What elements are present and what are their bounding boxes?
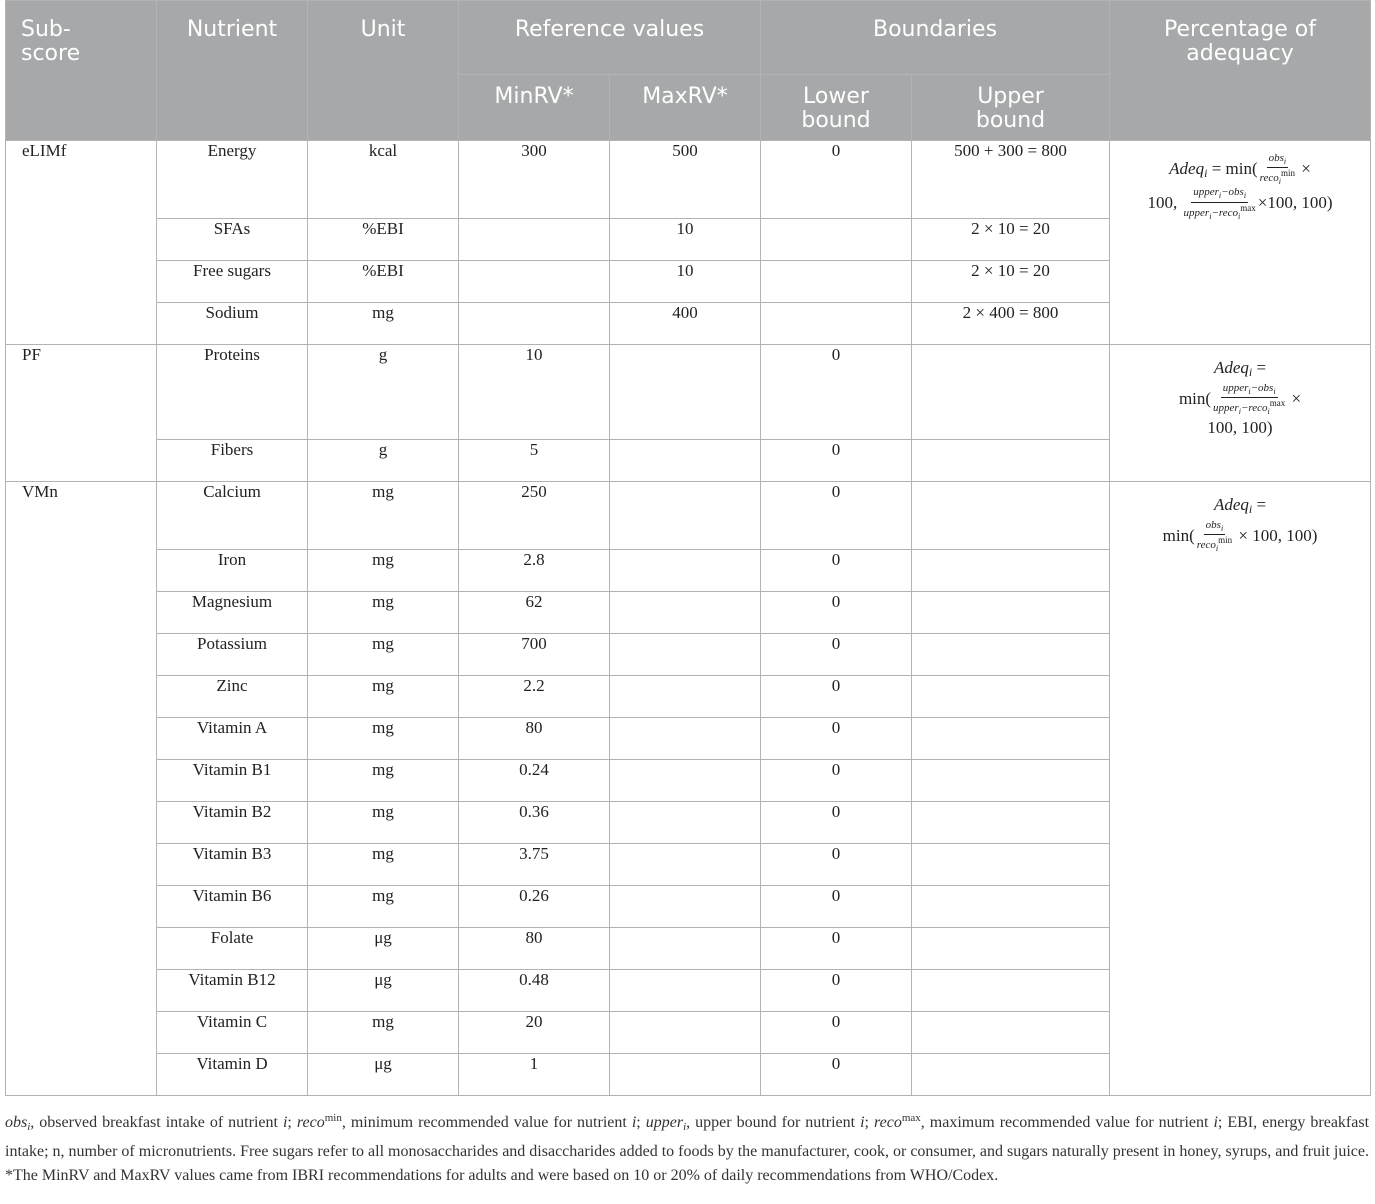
formula-100: 100 — [1207, 418, 1233, 438]
upper-bound-cell — [912, 718, 1110, 760]
maxrv-cell: 500 — [610, 141, 761, 219]
lower-bound-cell: 0 — [761, 718, 912, 760]
maxrv-cell — [610, 592, 761, 634]
formula-times: × — [1234, 526, 1253, 546]
col-header-subscore — [6, 1, 157, 141]
formula-times: × — [1297, 159, 1311, 179]
col-header-nutrient: Nutrient — [157, 1, 308, 141]
subscore-header-line1: Sub- — [21, 17, 71, 42]
table-footnote — [5, 1106, 1369, 1189]
col-header-unit: Unit — [308, 1, 459, 141]
nutrient-reference-table — [5, 0, 1371, 1096]
upper-bound-cell: 2 × 10 = 20 — [912, 261, 1110, 303]
maxrv-cell — [610, 718, 761, 760]
upper-header-line2: bound — [975, 108, 1046, 133]
col-header-boundaries: Boundaries — [761, 1, 1110, 75]
upper-bound-cell — [912, 1054, 1110, 1096]
lower-bound-cell: 0 — [761, 676, 912, 718]
unit-cell: %EBI — [308, 219, 459, 261]
maxrv-cell: 10 — [610, 261, 761, 303]
maxrv-cell: 10 — [610, 219, 761, 261]
lower-bound-cell: 0 — [761, 970, 912, 1012]
unit-cell: mg — [308, 482, 459, 550]
nutrient-cell: Zinc — [157, 676, 308, 718]
maxrv-cell — [610, 970, 761, 1012]
upper-bound-cell — [912, 970, 1110, 1012]
minrv-cell: 250 — [459, 482, 610, 550]
upper-header-line1: Upper — [977, 84, 1044, 109]
fn-text-4: , upper bound for nutrient — [686, 1114, 861, 1131]
nutrient-cell: Vitamin B3 — [157, 844, 308, 886]
pct-header-line2: adequacy — [1186, 41, 1294, 66]
formula-adeq: Adeq — [1213, 358, 1249, 377]
upper-bound-cell — [912, 760, 1110, 802]
minrv-cell: 700 — [459, 634, 610, 676]
lower-bound-cell: 0 — [761, 592, 912, 634]
unit-cell: mg — [308, 760, 459, 802]
minrv-cell: 0.48 — [459, 970, 610, 1012]
formula-adeq: Adeq — [1169, 159, 1205, 179]
lower-bound-cell: 0 — [761, 802, 912, 844]
upper-bound-cell — [912, 550, 1110, 592]
nutrient-cell: SFAs — [157, 219, 308, 261]
unit-cell: mg — [308, 802, 459, 844]
unit-cell: μg — [308, 970, 459, 1012]
lower-bound-cell: 0 — [761, 141, 912, 219]
fn-text-1: , observed breakfast intake of nutrient — [30, 1114, 283, 1131]
upper-bound-cell — [912, 802, 1110, 844]
adequacy-formula-pf — [1110, 345, 1371, 482]
maxrv-cell — [610, 760, 761, 802]
unit-cell: mg — [308, 1012, 459, 1054]
minrv-cell: 1 — [459, 1054, 610, 1096]
nutrient-cell: Vitamin A — [157, 718, 308, 760]
fn-upper-sub: i — [683, 1121, 687, 1133]
formula-100: 100 — [1252, 526, 1278, 546]
maxrv-cell — [610, 1054, 761, 1096]
lower-bound-cell — [761, 219, 912, 261]
nutrient-cell: Proteins — [157, 345, 308, 440]
fn-text-5: , maximum recommended value for nutrient — [920, 1114, 1214, 1131]
fn-i: i — [282, 1114, 288, 1131]
formula-adeq: Adeq — [1213, 495, 1249, 514]
minrv-cell: 80 — [459, 718, 610, 760]
nutrient-cell: Fibers — [157, 440, 308, 482]
fn-obs: obs — [5, 1114, 28, 1131]
formula-close: ) — [1311, 526, 1318, 546]
upper-bound-cell — [912, 345, 1110, 440]
formula-min: min( — [1225, 159, 1258, 179]
fn-i: i — [860, 1114, 865, 1131]
fn-text-3: , minimum recommended value for nutrient — [341, 1114, 632, 1131]
upper-bound-cell — [912, 592, 1110, 634]
minrv-cell: 20 — [459, 1012, 610, 1054]
col-header-upper-bound — [912, 75, 1110, 141]
nutrient-cell: Vitamin B12 — [157, 970, 308, 1012]
unit-cell: μg — [308, 928, 459, 970]
minrv-cell: 2.2 — [459, 676, 610, 718]
col-header-maxrv: MaxRV* — [610, 75, 761, 141]
subscore-header-line2: score — [21, 41, 81, 66]
upper-bound-cell — [912, 482, 1110, 550]
maxrv-cell — [610, 886, 761, 928]
upper-bound-cell — [912, 928, 1110, 970]
unit-cell: g — [308, 345, 459, 440]
formula-100b: 100 — [1241, 418, 1267, 438]
fn-sep: ; — [287, 1114, 297, 1131]
minrv-cell: 10 — [459, 345, 610, 440]
lower-bound-cell: 0 — [761, 440, 912, 482]
subscore-cell: eLIMf — [6, 141, 157, 345]
upper-bound-cell: 2 × 10 = 20 — [912, 219, 1110, 261]
minrv-cell — [459, 303, 610, 345]
nutrient-cell: Vitamin B1 — [157, 760, 308, 802]
col-header-minrv: MinRV* — [459, 75, 610, 141]
upper-bound-cell — [912, 440, 1110, 482]
maxrv-cell: 400 — [610, 303, 761, 345]
formula-sub: i — [1204, 166, 1208, 181]
col-header-reference-values: Reference values — [459, 1, 761, 75]
adequacy-formula-elimf — [1110, 141, 1371, 345]
nutrient-cell: Vitamin C — [157, 1012, 308, 1054]
formula-sep: , — [1277, 526, 1287, 546]
nutrient-cell: Calcium — [157, 482, 308, 550]
col-header-lower-bound — [761, 75, 912, 141]
maxrv-cell — [610, 1012, 761, 1054]
minrv-cell: 80 — [459, 928, 610, 970]
formula-sub: i — [1248, 502, 1253, 516]
fn-reco: reco — [874, 1114, 902, 1131]
minrv-cell — [459, 261, 610, 303]
minrv-cell: 0.26 — [459, 886, 610, 928]
lower-bound-cell: 0 — [761, 760, 912, 802]
upper-bound-cell — [912, 634, 1110, 676]
upper-bound-cell: 500 + 300 = 800 — [912, 141, 1110, 219]
nutrient-cell: Sodium — [157, 303, 308, 345]
unit-cell: mg — [308, 844, 459, 886]
nutrient-cell: Energy — [157, 141, 308, 219]
formula-close: ) — [1266, 418, 1273, 438]
unit-cell: mg — [308, 592, 459, 634]
lower-bound-cell: 0 — [761, 886, 912, 928]
maxrv-cell — [610, 634, 761, 676]
formula-eq: = — [1207, 159, 1226, 179]
nutrient-cell: Vitamin B2 — [157, 802, 308, 844]
col-header-percentage-adequacy — [1110, 1, 1371, 141]
lower-header-line2: bound — [801, 108, 871, 133]
nutrient-cell: Free sugars — [157, 261, 308, 303]
unit-cell: g — [308, 440, 459, 482]
lower-bound-cell: 0 — [761, 482, 912, 550]
unit-cell: mg — [308, 550, 459, 592]
lower-bound-cell: 0 — [761, 550, 912, 592]
lower-bound-cell: 0 — [761, 1012, 912, 1054]
lower-bound-cell: 0 — [761, 844, 912, 886]
adequacy-formula-vmn — [1110, 482, 1371, 1096]
maxrv-cell — [610, 482, 761, 550]
upper-bound-cell — [912, 886, 1110, 928]
formula-100: 100 — [1147, 193, 1174, 213]
formula-sub: i — [1248, 365, 1253, 379]
unit-cell: kcal — [308, 141, 459, 219]
table-row — [6, 482, 1371, 550]
unit-cell: μg — [308, 1054, 459, 1096]
unit-cell: mg — [308, 718, 459, 760]
fn-sep: ; — [636, 1114, 646, 1131]
nutrient-cell: Magnesium — [157, 592, 308, 634]
lower-header-line1: Lower — [803, 84, 869, 109]
upper-bound-cell — [912, 1012, 1110, 1054]
formula-100b: 100 — [1286, 526, 1312, 546]
minrv-cell: 2.8 — [459, 550, 610, 592]
subscore-cell: VMn — [6, 482, 157, 1096]
lower-bound-cell: 0 — [761, 634, 912, 676]
pct-header-line1: Percentage of — [1164, 17, 1316, 42]
table-row — [6, 141, 1371, 219]
fn-upper: upper — [645, 1114, 684, 1131]
fn-obs-sub: i — [27, 1121, 31, 1133]
unit-cell: %EBI — [308, 261, 459, 303]
minrv-cell: 0.24 — [459, 760, 610, 802]
formula-eq: = — [1252, 495, 1267, 514]
fn-min-sup: min — [324, 1112, 342, 1124]
formula-tail: ×100, 100) — [1257, 193, 1333, 213]
minrv-cell: 62 — [459, 592, 610, 634]
fn-i: i — [1213, 1114, 1218, 1131]
upper-bound-cell — [912, 844, 1110, 886]
nutrient-cell: Vitamin D — [157, 1054, 308, 1096]
formula-sep: , — [1173, 193, 1182, 213]
maxrv-cell — [610, 802, 761, 844]
maxrv-cell — [610, 844, 761, 886]
fn-reco: reco — [296, 1114, 325, 1131]
maxrv-cell — [610, 928, 761, 970]
upper-bound-cell: 2 × 400 = 800 — [912, 303, 1110, 345]
maxrv-cell — [610, 676, 761, 718]
minrv-cell: 3.75 — [459, 844, 610, 886]
maxrv-cell — [610, 550, 761, 592]
fraction-upper: $\frac{upper_i-obs_i}{upper_i-reco_i^{max}}$ — [1213, 382, 1286, 417]
unit-cell: mg — [308, 676, 459, 718]
formula-eq: = — [1252, 358, 1267, 377]
fraction-upper: $\frac{upper_i-obs_i}{upper_i-reco_i^{max}}$ — [1183, 186, 1256, 221]
fn-text-6: ; EBI, energy breakfast intake; n, number of micronutrients. Free sugars refer to all monosaccharides and disaccharides added to foods by the manufacturer, cook, or consumer, and sugars naturally present in honey, syrups, and fruit juice. *The MinRV and MaxRV values came from IBRI recommendations for adults and were based on 10 or 20% of daily recommendations from WHO/Codex. — [5, 1114, 1370, 1184]
formula-min: min( — [1178, 389, 1212, 409]
subscore-cell: PF — [6, 345, 157, 482]
nutrient-cell: Folate — [157, 928, 308, 970]
unit-cell: mg — [308, 634, 459, 676]
unit-cell: mg — [308, 886, 459, 928]
upper-bound-cell — [912, 676, 1110, 718]
maxrv-cell — [610, 440, 761, 482]
formula-sep: , — [1232, 418, 1242, 438]
maxrv-cell — [610, 345, 761, 440]
nutrient-cell: Potassium — [157, 634, 308, 676]
minrv-cell: 300 — [459, 141, 610, 219]
fn-sep: ; — [864, 1114, 874, 1131]
lower-bound-cell — [761, 261, 912, 303]
minrv-cell: 5 — [459, 440, 610, 482]
unit-cell: mg — [308, 303, 459, 345]
formula-times: × — [1287, 389, 1302, 409]
nutrient-cell: Iron — [157, 550, 308, 592]
minrv-cell: 0.36 — [459, 802, 610, 844]
nutrient-cell: Vitamin B6 — [157, 886, 308, 928]
table-row — [6, 345, 1371, 440]
fn-i: i — [631, 1114, 637, 1131]
lower-bound-cell: 0 — [761, 345, 912, 440]
formula-min: min( — [1162, 526, 1195, 546]
lower-bound-cell: 0 — [761, 928, 912, 970]
lower-bound-cell: 0 — [761, 1054, 912, 1096]
fraction-obs-reco: $\frac{obs_i}{reco_i^{min}}$ — [1259, 152, 1296, 187]
fraction-obs-reco: $\frac{obs_i}{reco_i^{min}}$ — [1196, 519, 1233, 554]
lower-bound-cell — [761, 303, 912, 345]
fn-max-sup: max — [901, 1112, 921, 1124]
minrv-cell — [459, 219, 610, 261]
